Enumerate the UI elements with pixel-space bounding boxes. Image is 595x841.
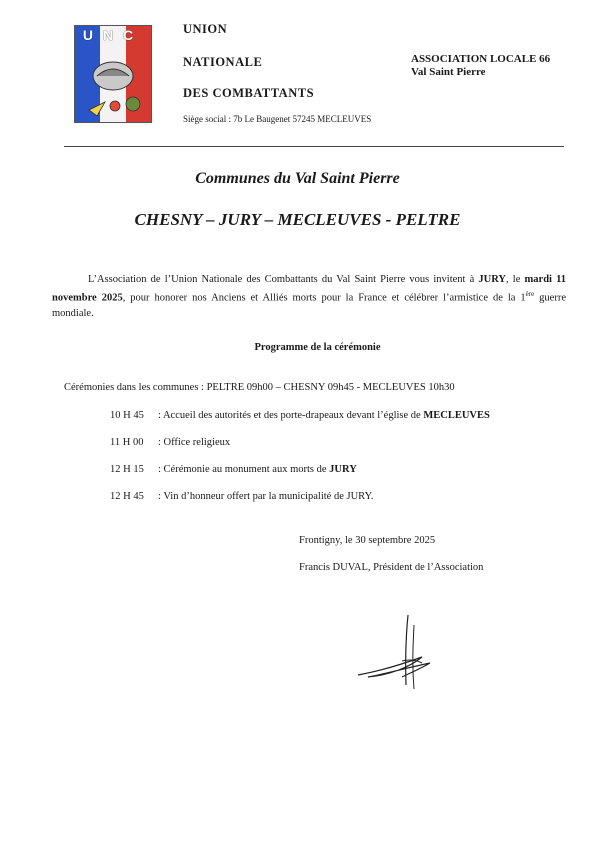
association-name: ASSOCIATION LOCALE 66 [411, 53, 551, 65]
programme-item: 12 H 45 : Vin d’honneur offert par la municipalité de JURY. [110, 491, 374, 502]
association-area: Val Saint Pierre [411, 66, 486, 78]
unc-logo [74, 25, 152, 123]
programme-title: Programme de la cérémonie [254, 342, 381, 353]
invitation-paragraph: L’Association de l’Union Nationale des Combattants du Val Saint Pierre vous invitent à JURY, le mardi 11 novembre 2025, pour honorer nos Anciens et Alliés morts pour la France et célébrer l’armistice de la 1ère guerre mondiale. [52, 274, 567, 319]
org-line-3: DES COMBATTANTS [183, 86, 315, 100]
invitation-place: JURY [478, 274, 507, 285]
ceremonies-line: Cérémonies dans les communes : PELTRE 09h00 – CHESNY 09h45 - MECLEUVES 10h30 [64, 382, 455, 393]
programme-item: 10 H 45 : Accueil des autorités et des porte-drapeaux devant l’église de MECLEUVES [110, 410, 490, 421]
emblem-icon [75, 26, 151, 122]
handwritten-signature [350, 605, 460, 695]
communes-title: Communes du Val Saint Pierre [195, 170, 400, 187]
invitation-date: mardi 11 novembre 2025 [52, 274, 567, 304]
villages-title: CHESNY – JURY – MECLEUVES - PELTRE [134, 210, 461, 229]
logo-letters: UNC [82, 27, 144, 43]
programme-item: 12 H 15 : Cérémonie au monument aux morts de JURY [110, 464, 357, 475]
org-line-1: UNION [183, 22, 228, 36]
signatory: Francis DUVAL, Président de l’Association [299, 562, 484, 573]
header-divider [64, 146, 564, 147]
place-date: Frontigny, le 30 septembre 2025 [299, 535, 436, 546]
org-line-2: NATIONALE [183, 55, 263, 69]
seat-address: Siège social : 7b Le Baugenet 57245 MECLEUVES [183, 114, 372, 124]
programme-item: 11 H 00 : Office religieux [110, 437, 231, 448]
